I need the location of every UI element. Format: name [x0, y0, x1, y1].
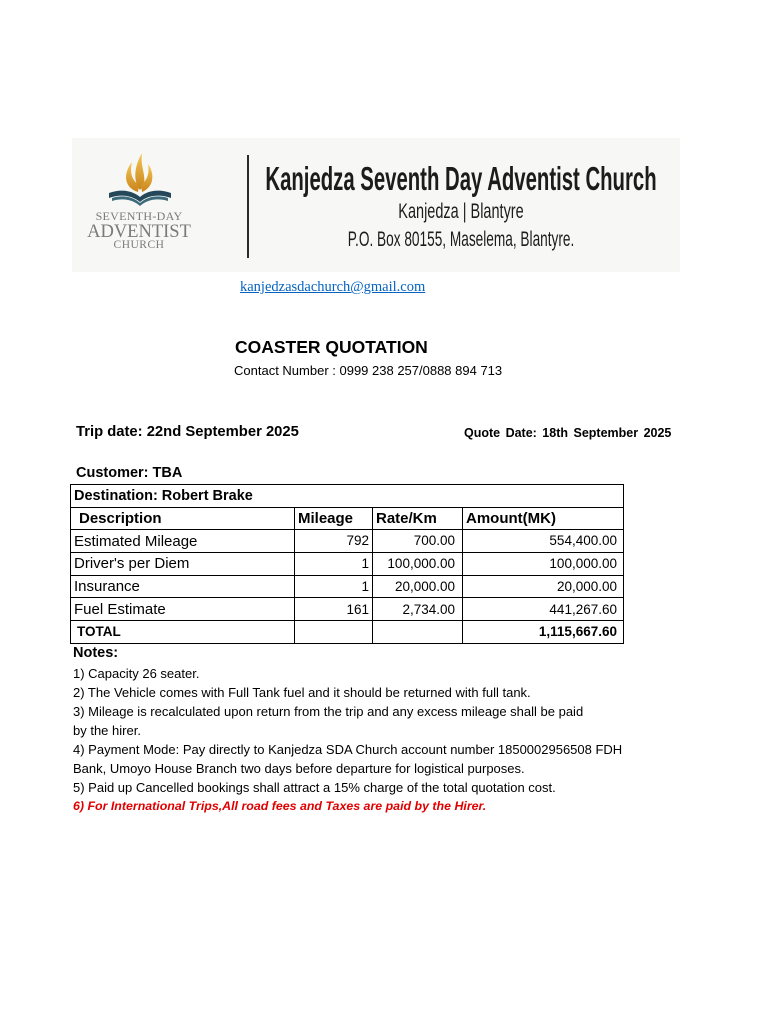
column-header-mileage: Mileage [295, 507, 373, 530]
church-name: Kanjedza Seventh Day Adventist Church [265, 159, 657, 197]
table-row [71, 598, 624, 621]
total-empty-cell [295, 621, 373, 644]
note-item-warning: 6) For International Trips,All road fees and Taxes are paid by the Hirer. [73, 799, 487, 813]
note-item: 3) Mileage is recalculated upon return from the trip and any excess mileage shall be paid [73, 704, 584, 719]
letterhead-divider [247, 155, 249, 258]
sda-logo [105, 148, 175, 208]
contact-number: Contact Number : 0999 238 257/0888 894 713 [234, 362, 503, 378]
sda-flame-book-icon [105, 148, 175, 208]
table-row [71, 530, 624, 553]
row-amount: 20,000.00 [463, 575, 624, 598]
trip-date: Trip date: 22nd September 2025 [76, 423, 299, 440]
email-link[interactable]: kanjedzasdachurch@gmail.com [240, 279, 426, 295]
row-rate: 2,734.00 [373, 598, 463, 621]
destination-cell: Destination: Robert Brake [71, 485, 624, 508]
document-title: COASTER QUOTATION [235, 337, 428, 357]
total-label: TOTAL [71, 621, 295, 644]
note-item: 1) Capacity 26 seater. [73, 666, 200, 681]
customer: Customer: TBA [76, 464, 183, 481]
church-location: Kanjedza | Blantyre [398, 199, 524, 223]
table-row [71, 575, 624, 598]
logo-text-adventist: ADVENTIST [87, 222, 191, 242]
row-mileage: 1 [295, 553, 373, 576]
row-description: Insurance [71, 575, 295, 598]
column-header-rate: Rate/Km [373, 507, 463, 530]
note-item: 2) The Vehicle comes with Full Tank fuel and it should be returned with full tank. [73, 685, 531, 700]
row-description: Fuel Estimate [71, 598, 295, 621]
row-amount: 441,267.60 [463, 598, 624, 621]
note-item-continued: by the hirer. [73, 723, 141, 738]
row-rate: 700.00 [373, 530, 463, 553]
column-header-amount: Amount(MK) [463, 507, 624, 530]
row-mileage: 1 [295, 575, 373, 598]
row-description: Driver's per Diem [71, 553, 295, 576]
row-amount: 100,000.00 [463, 553, 624, 576]
church-address: P.O. Box 80155, Maselema, Blantyre. [347, 227, 575, 251]
total-empty-cell [373, 621, 463, 644]
notes-heading: Notes: [73, 644, 119, 661]
column-header-description: Description [71, 507, 295, 530]
row-rate: 20,000.00 [373, 575, 463, 598]
row-rate: 100,000.00 [373, 553, 463, 576]
logo-text-church: CHURCH [113, 239, 165, 251]
row-mileage: 161 [295, 598, 373, 621]
letterhead [72, 138, 680, 272]
logo-text-seventh-day: SEVENTH-DAY [95, 209, 183, 223]
row-description: Estimated Mileage [71, 530, 295, 553]
note-item: 5) Paid up Cancelled bookings shall attract a 15% charge of the total quotation cost. [73, 780, 556, 795]
note-item-continued: Bank, Umoyo House Branch two days before departure for logistical purposes. [73, 761, 525, 776]
destination-row [71, 485, 624, 508]
table-row [71, 553, 624, 576]
quotation-table [70, 484, 624, 644]
row-mileage: 792 [295, 530, 373, 553]
table-header-row [71, 507, 624, 530]
total-row [71, 621, 624, 644]
note-item: 4) Payment Mode: Pay directly to Kanjedza SDA Church account number 1850002956508 FDH [73, 742, 623, 757]
notes-list [73, 664, 622, 816]
row-amount: 554,400.00 [463, 530, 624, 553]
total-amount: 1,115,667.60 [463, 621, 624, 644]
quote-date: Quote Date: 18th September 2025 [464, 425, 672, 440]
